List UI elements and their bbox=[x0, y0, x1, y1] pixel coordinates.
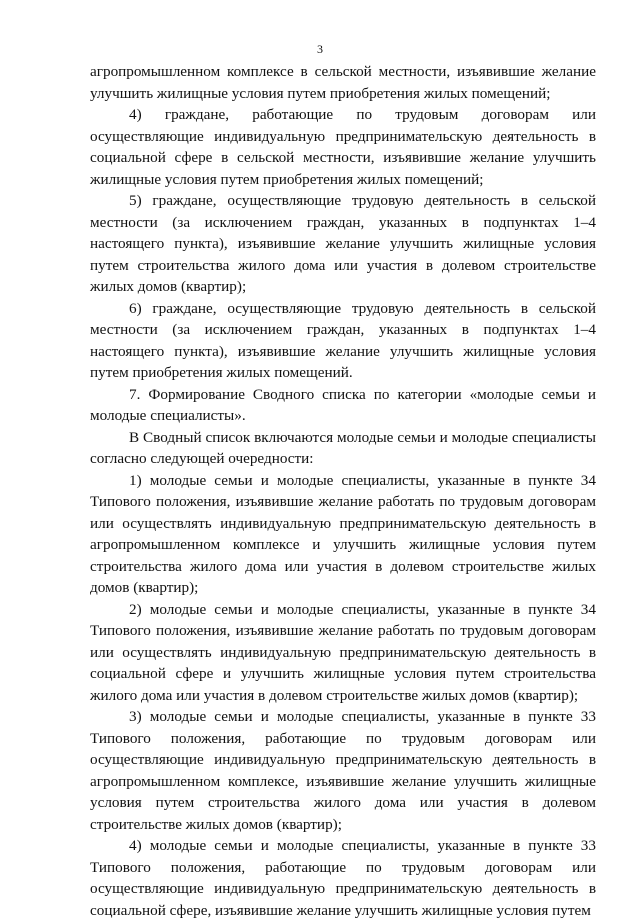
paragraph-item-4: 4) граждане, работающие по трудовым договорам или осуществляющие индивидуальную предпринимательскую деятельность в социальной сфере в сельской местности, изъявившие желание улучшить жилищные условия путем приобретения жилых помещений; bbox=[90, 106, 596, 188]
page-number: 3 bbox=[317, 42, 323, 56]
paragraph-youth-item-3: 3) молодые семьи и молодые специалисты, указанные в пункте 33 Типового положения, работающие по трудовым договорам или осуществляющие индивидуальную предпринимательскую деятельность в агропромышленном комплексе, изъявившие желание улучшить жилищные условия путем строительства жилого дома или участия в долевом строительстве жилых домов (квартир); bbox=[90, 708, 596, 833]
paragraph-youth-item-4: 4) молодые семьи и молодые специалисты, указанные в пункте 33 Типового положения, работающие по трудовым договорам или осуществляющие индивидуальную предпринимательскую деятельность в социальной сфере, изъявившие желание улучшить жилищные условия путем bbox=[90, 837, 596, 919]
paragraph-youth-item-1: 1) молодые семьи и молодые специалисты, указанные в пункте 34 Типового положения, изъявившие желание работать по трудовым договорам или осуществлять индивидуальную предпринимательскую деятельность в агропромышленном комплексе и улучшить жилищные условия путем строительства жилого дома или участия в долевом строительстве жилых домов (квартир); bbox=[90, 471, 596, 596]
paragraph-section-7: 7. Формирование Сводного списка по категории «молодые семьи и молодые специалисты». bbox=[90, 385, 596, 424]
paragraph-item-5: 5) граждане, осуществляющие трудовую деятельность в сельской местности (за исключением граждан, указанных в подпунктах 1–4 настоящего пункта), изъявившие желание улучшить жилищные условия путем строительства жилого дома или участия в долевом строительстве жилых домов (квартир); bbox=[90, 192, 596, 295]
document-body bbox=[90, 61, 596, 921]
paragraph-intro: В Сводный список включаются молодые семьи и молодые специалисты согласно следующей очередности: bbox=[90, 428, 596, 467]
paragraph-youth-item-2: 2) молодые семьи и молодые специалисты, указанные в пункте 34 Типового положения, изъявившие желание работать по трудовым договорам или осуществлять индивидуальную предпринимательскую деятельность в социальной сфере и улучшить жилищные условия путем строительства жилого дома или участия в долевом строительстве жилых домов (квартир); bbox=[90, 600, 596, 704]
paragraph-continuation: агропромышленном комплексе в сельской местности, изъявившие желание улучшить жилищные условия путем приобретения жилых помещений; bbox=[90, 63, 596, 102]
paragraph-item-6: 6) граждане, осуществляющие трудовую деятельность в сельской местности (за исключением граждан, указанных в подпунктах 1–4 настоящего пункта), изъявившие желание улучшить жилищные условия путем приобретения жилых помещений. bbox=[90, 299, 596, 381]
